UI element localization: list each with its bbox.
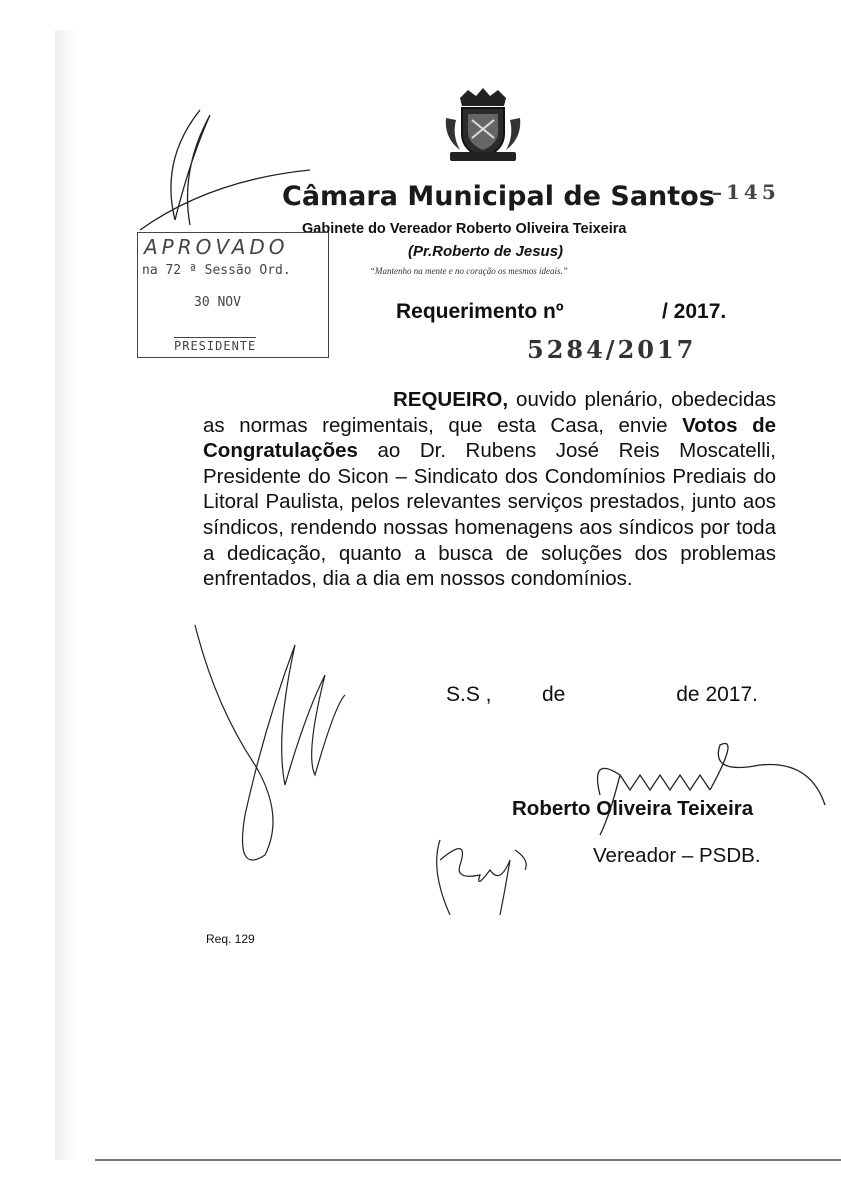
request-year: / 2017. <box>662 300 727 323</box>
request-body <box>203 387 776 592</box>
date-de: de <box>542 683 566 706</box>
date-line <box>446 683 758 707</box>
stamp-date: 30 NOV <box>194 295 241 310</box>
signer-role: Vereador – PSDB. <box>593 844 761 867</box>
initials-signature <box>430 830 550 920</box>
motto: “Mantenho na mente e no coração os mesmos ideais.” <box>370 266 568 276</box>
institution-title: Câmara Municipal de Santos <box>282 181 715 212</box>
alias: (Pr.Roberto de Jesus) <box>408 243 564 260</box>
stamp-session: na 72 ª Sessão Ord. <box>142 263 291 278</box>
request-label: Requerimento nº <box>396 300 564 323</box>
scan-edge-shadow <box>55 30 77 1160</box>
body-emphasis: Votos de Congratulações <box>203 413 776 463</box>
bottom-rule <box>95 1159 841 1161</box>
body-lead: REQUEIRO, <box>393 388 509 411</box>
approval-stamp <box>137 232 329 358</box>
office-name: Gabinete do Vereador Roberto Oliveira Teixeira <box>302 221 627 237</box>
signer-name: Roberto Oliveira Teixeira <box>512 797 754 820</box>
council-member-signature <box>560 735 830 845</box>
reference-number: Req. 129 <box>206 932 255 946</box>
stamp-signatory: PRESIDENTE <box>174 339 257 353</box>
center-left-signature <box>185 615 355 875</box>
date-year: de 2017. <box>676 683 758 706</box>
stamp-status: APROVADO <box>144 235 289 259</box>
page-number-value: 145 <box>726 180 780 204</box>
top-left-signature <box>120 100 320 240</box>
city-crest-icon <box>442 88 524 166</box>
page-number: –145 <box>712 180 780 204</box>
body-text-2: ao Dr. Rubens José Reis Moscatelli, Presidente do Sicon – Sindicato dos Condomínios Prediais do Litoral Paulista, pelos relevantes serviços prestados, junto aos síndicos, rendendo nossas homenagens aos síndicos por toda a dedicação, quanto a busca de soluções dos problemas enfrentados, dia a dia em nossos condomínios. <box>203 439 776 591</box>
body-text-1: ouvido plenário, obedecidas as normas regimentais, que esta Casa, envie <box>203 388 776 437</box>
date-place: S.S , <box>446 683 492 706</box>
protocol-number: 5284/2017 <box>527 335 697 364</box>
